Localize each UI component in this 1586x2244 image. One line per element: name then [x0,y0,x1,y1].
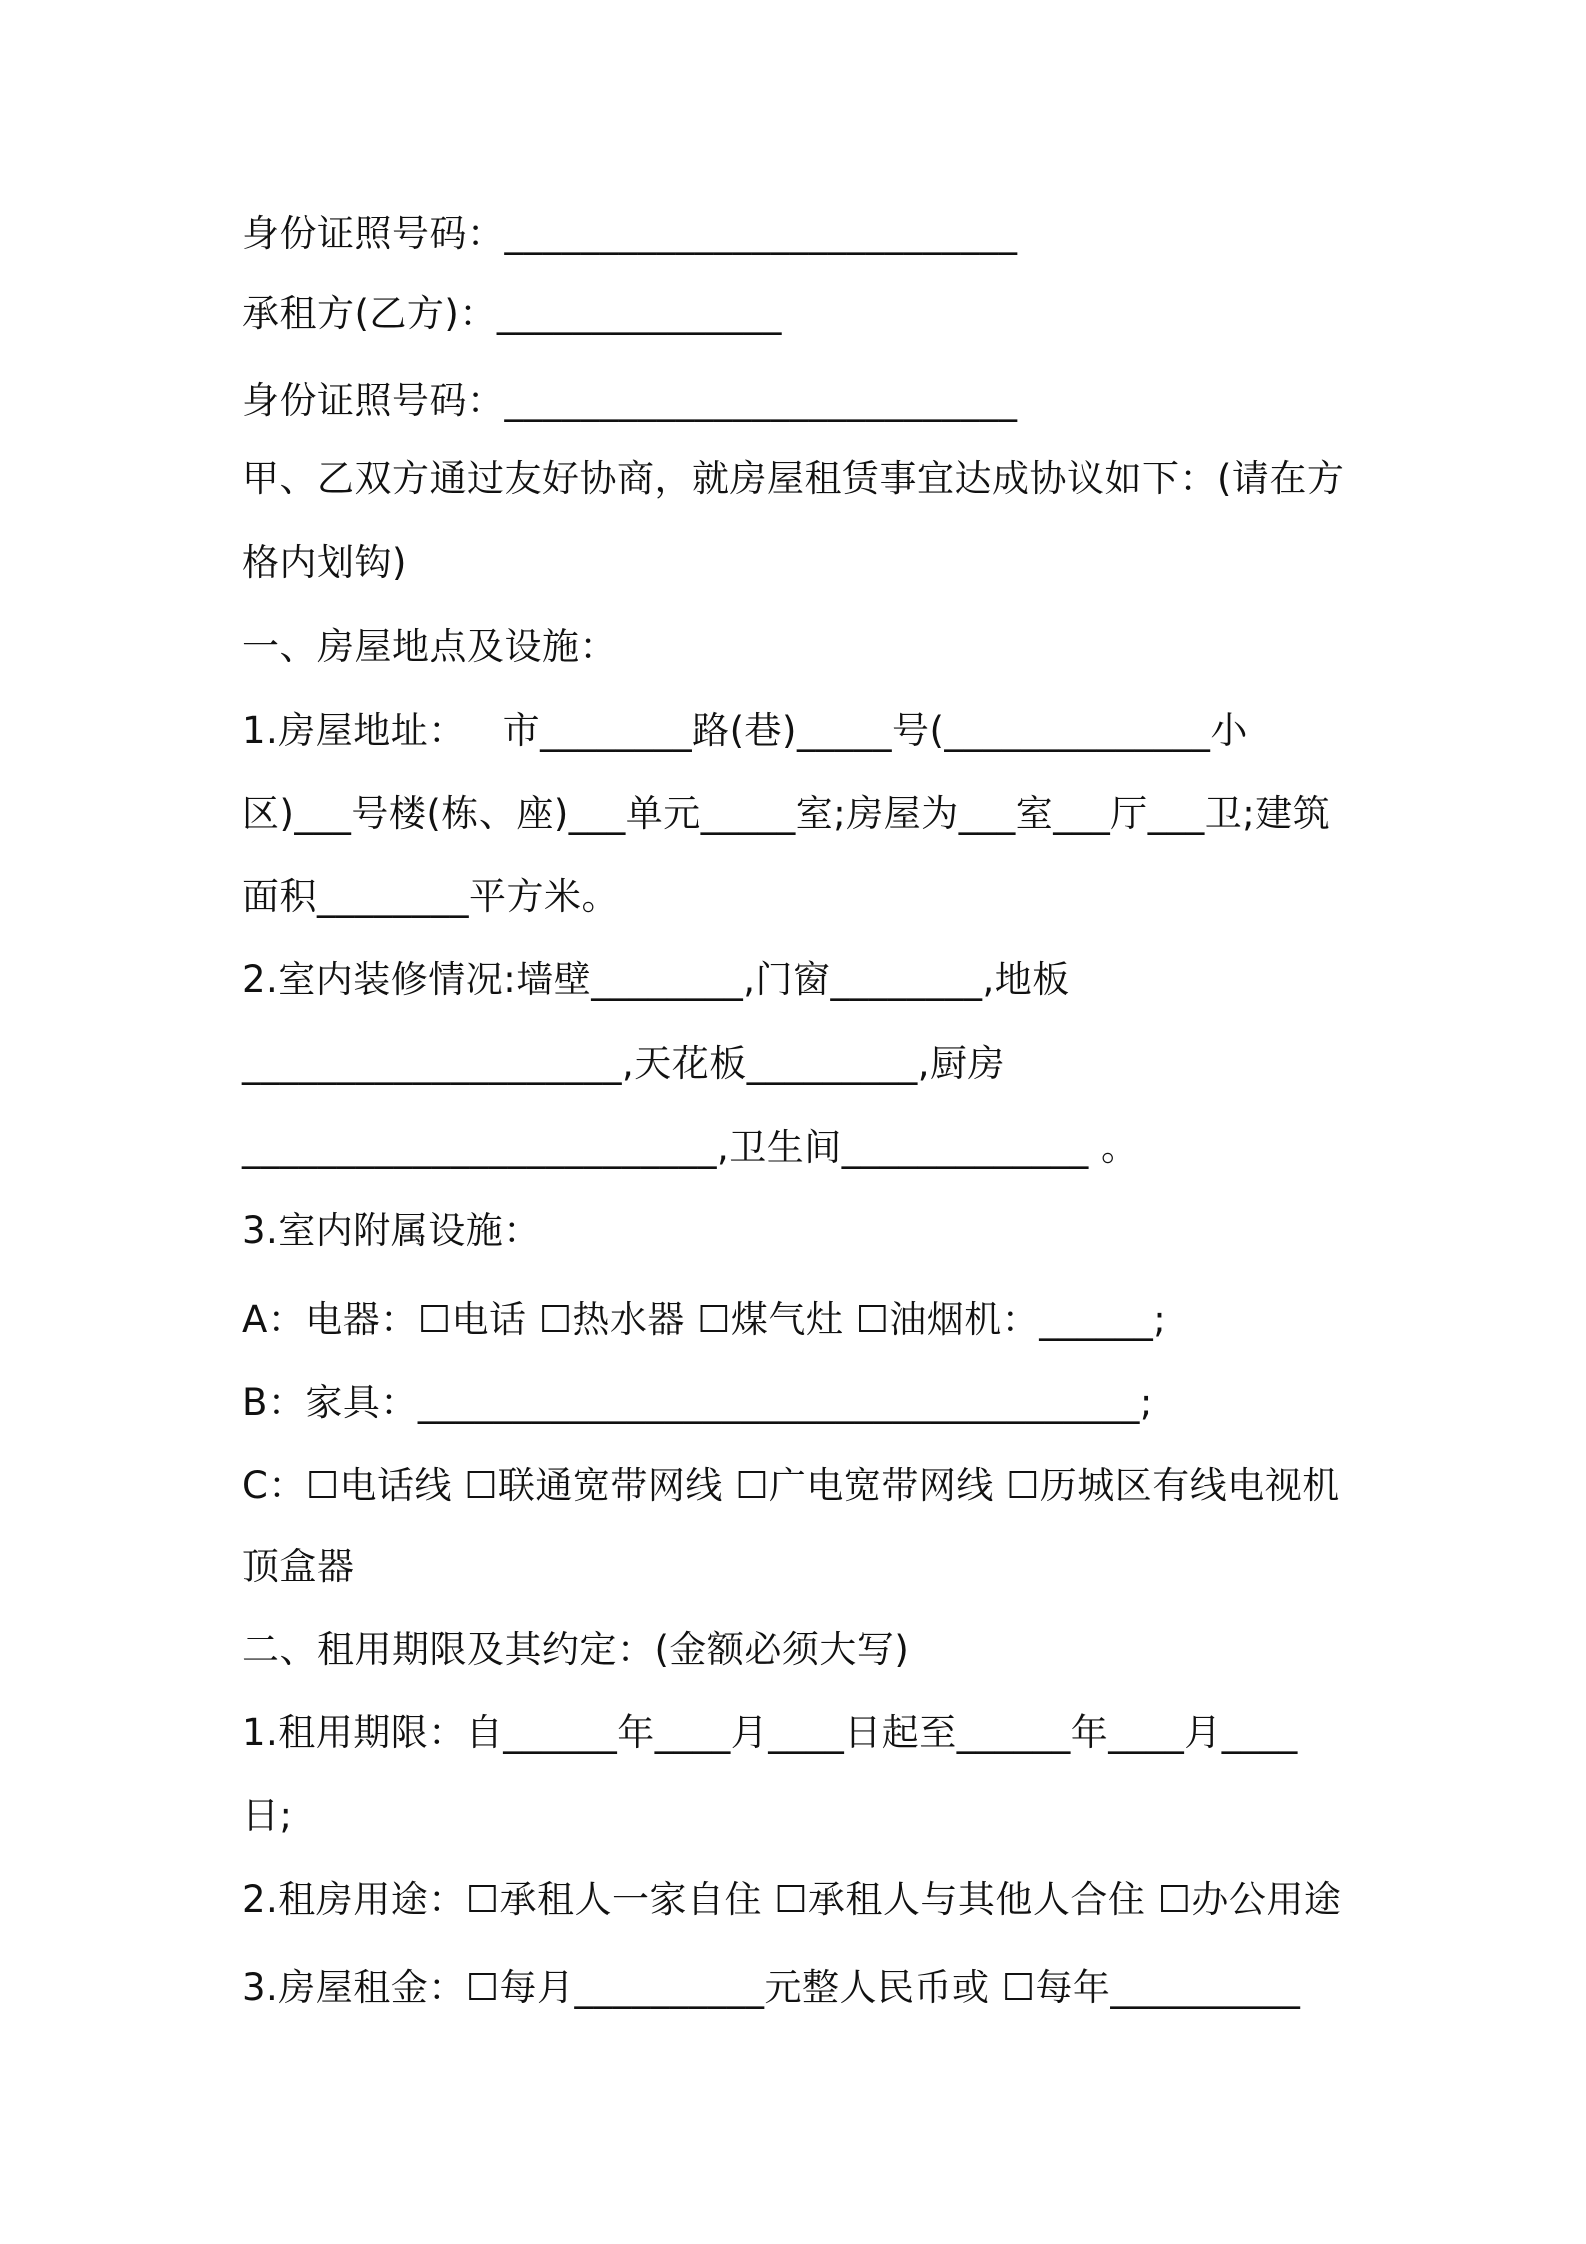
decoration-line-1: 2.室内装修情况:墙壁________,门窗________,地板 [242,958,1070,1001]
furniture-line: B：家具：______________________________________; [242,1381,1153,1424]
lease-term-line-2: 日; [242,1794,293,1837]
rent-line: 3.房屋租金：☐每月__________元整人民币或 ☐每年__________ [242,1966,1301,2009]
area-line: 面积________平方米。 [242,875,619,918]
network-line-1: C：☐电话线 ☐联通宽带网线 ☐广电宽带网线 ☐历城区有线电视机 [242,1464,1340,1507]
agreement-intro-line-1: 甲、乙双方通过友好协商，就房屋租赁事宜达成协议如下：(请在方 [242,457,1345,500]
id-number-line-1: 身份证照号码：___________________________ [242,212,1018,255]
address-line-2: 区)___号楼(栋、座)___单元_____室;房屋为___室___厅___卫;建筑 [242,792,1331,835]
id-number-line-2: 身份证照号码：___________________________ [242,379,1018,422]
network-line-2: 顶盒器 [242,1545,355,1588]
section-heading-2: 二、租用期限及其约定：(金额必须大写) [242,1628,910,1671]
usage-line: 2.租房用途：☐承租人一家自住 ☐承租人与其他人合住 ☐办公用途 [242,1878,1342,1921]
tenant-line: 承租方(乙方)：_______________ [242,292,782,335]
address-line-1: 1.房屋地址： 市________路(巷)_____号(______________小 [242,709,1248,752]
agreement-intro-line-2: 格内划钩) [242,541,407,584]
decoration-line-2: ____________________,天花板_________,厨房 [242,1042,1006,1085]
decoration-line-3: _________________________,卫生间_____________ 。 [242,1126,1139,1169]
section-heading-1: 一、房屋地点及设施： [242,625,617,668]
appliances-line: A：电器：☐电话 ☐热水器 ☐煤气灶 ☐油烟机：______; [242,1298,1167,1341]
lease-term-line-1: 1.租用期限：自______年____月____日起至______年____月____ [242,1711,1298,1754]
facilities-heading: 3.室内附属设施： [242,1209,541,1252]
